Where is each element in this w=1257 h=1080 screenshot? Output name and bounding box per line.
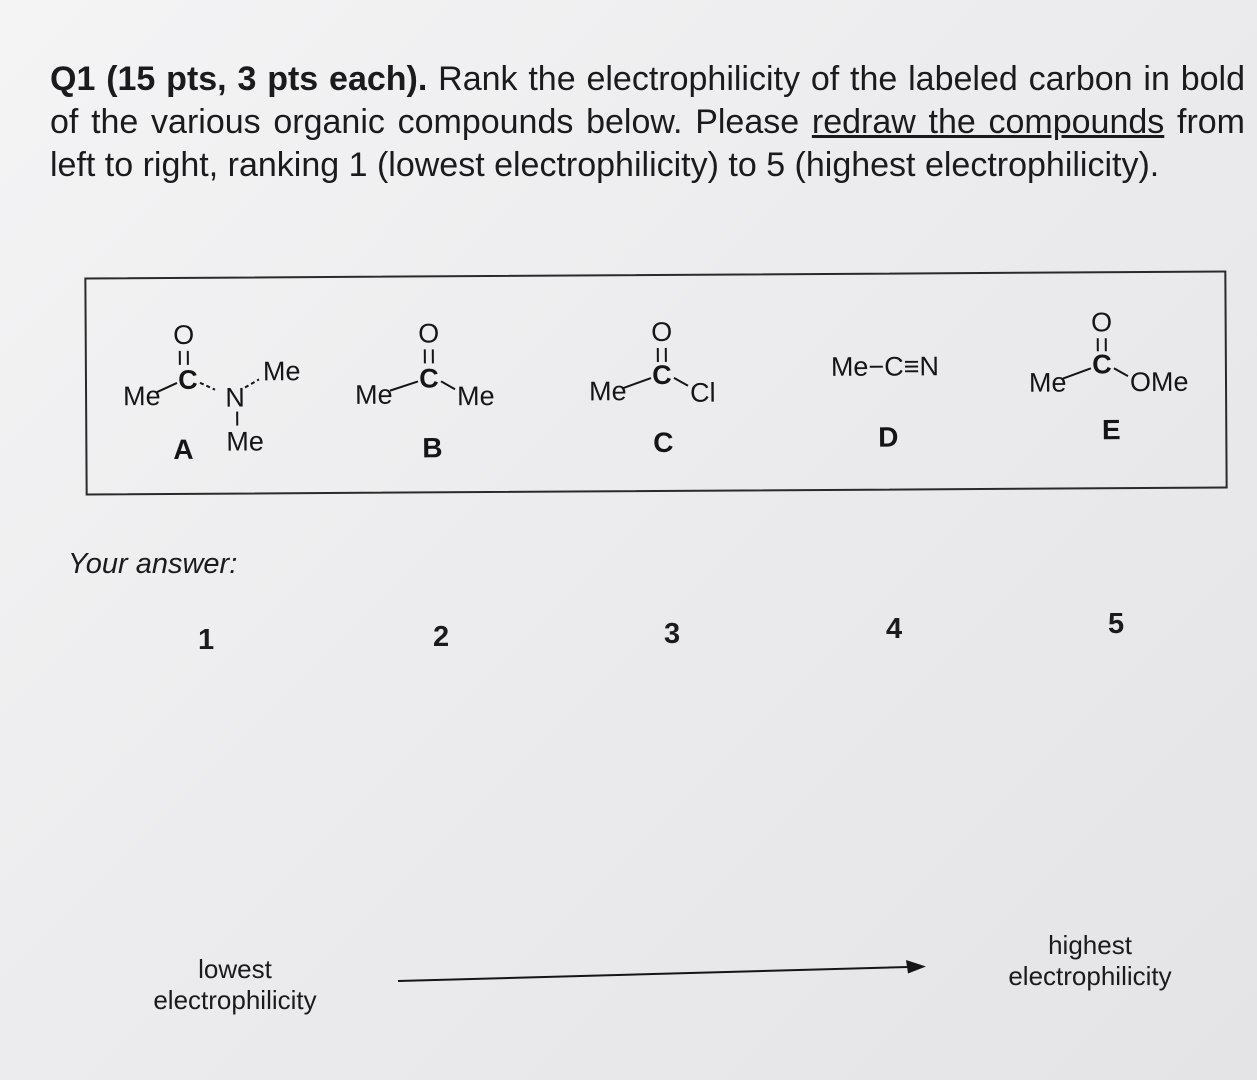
compound-c-label: C (653, 426, 674, 459)
compound-a-oxygen: O (173, 319, 195, 350)
compound-e-methyl-left: Me (1028, 367, 1067, 398)
question-text-part1: Rank the electrophilicity of the labeled carbon in bold of the various organic compounds below. Please (50, 60, 1245, 141)
compound-e (1029, 307, 1189, 446)
compound-a-methyl-left: Me (122, 381, 161, 412)
compound-c-oxygen: O (651, 316, 673, 348)
compound-d-label: D (878, 421, 899, 453)
compound-c-methyl-left: Me (588, 376, 627, 407)
highest-electrophilicity-label (990, 930, 1190, 992)
compound-e-label: E (1101, 414, 1121, 446)
rank-1: 1 (198, 624, 215, 656)
compound-b-carbon: C (419, 363, 439, 394)
compounds-structures (86, 273, 1225, 494)
compound-e-methoxy: OMe (1129, 366, 1189, 398)
compound-c-chlorine: Cl (689, 377, 716, 408)
compound-e-oxygen: O (1091, 307, 1113, 338)
compound-a-methyl-bottom: Me (226, 426, 264, 457)
highest-label-line2: electrophilicity (1008, 961, 1172, 991)
answer-label: Your answer: (68, 548, 238, 580)
lowest-label-line2: electrophilicity (153, 985, 317, 1015)
lowest-electrophilicity-label (130, 954, 340, 1016)
compound-b-oxygen: O (418, 318, 440, 349)
rank-5: 5 (1108, 608, 1125, 640)
question-underlined-text: redraw the compounds (811, 103, 1165, 141)
rank-4: 4 (886, 613, 903, 645)
rank-3: 3 (664, 618, 681, 650)
compound-b (355, 318, 495, 464)
compounds-box (84, 271, 1227, 496)
lowest-label-line1: lowest (198, 954, 272, 984)
compound-d-formula: Me−C≡N (830, 351, 940, 382)
compound-e-carbon: C (1092, 349, 1112, 380)
compound-c (589, 317, 716, 459)
compound-a-carbon: C (178, 364, 198, 395)
rank-2: 2 (433, 621, 450, 653)
question-text (50, 58, 1245, 187)
compound-b-methyl-right: Me (456, 380, 495, 412)
compound-a-nitrogen: N (225, 382, 245, 413)
compound-c-carbon: C (652, 359, 672, 391)
question-text-part2: from left to right, ranking 1 (lowest electrophilicity) to 5 (highest electrophilicity). (50, 103, 1245, 184)
compound-a (123, 319, 301, 465)
ranking-arrow (398, 955, 938, 985)
highest-label-line1: highest (1048, 930, 1132, 960)
compound-b-methyl-left: Me (354, 379, 393, 410)
compound-a-label: A (173, 433, 194, 465)
compound-a-methyl-top: Me (262, 356, 301, 387)
compound-d (831, 351, 940, 453)
question-lead: Q1 (15 pts, 3 pts each). (50, 60, 428, 98)
compound-b-label: B (422, 432, 443, 464)
